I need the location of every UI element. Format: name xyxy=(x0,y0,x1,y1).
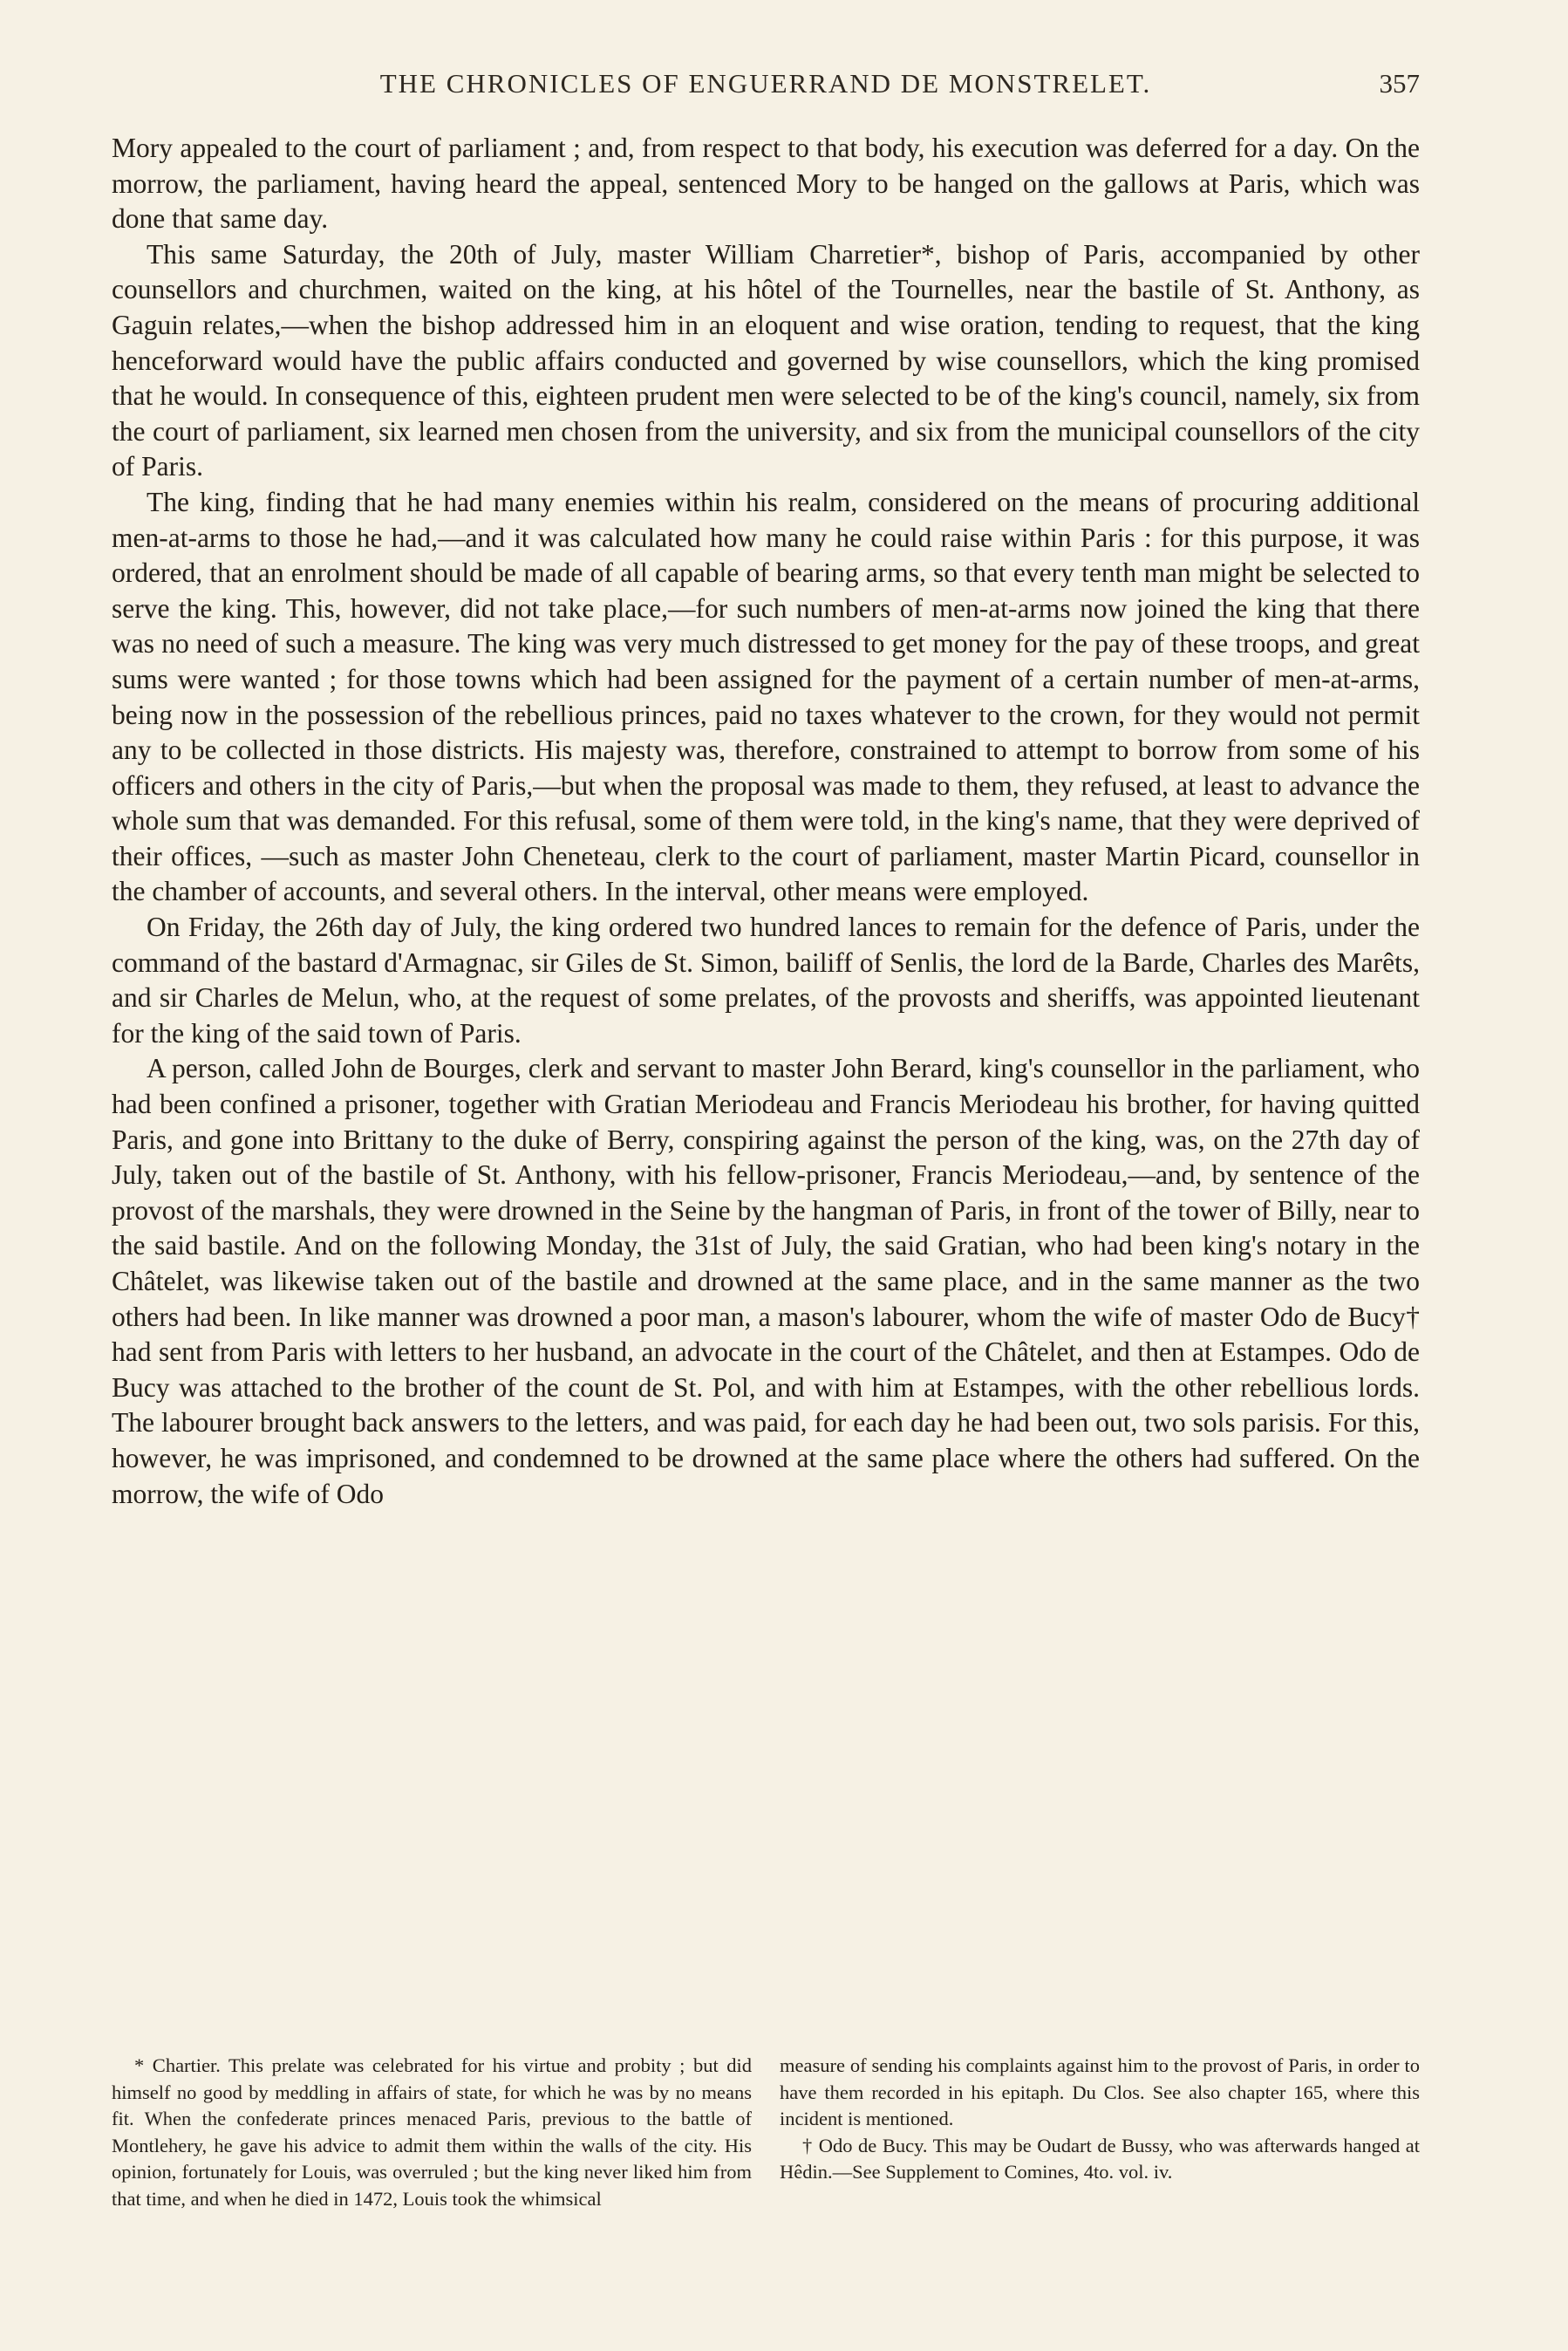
running-head xyxy=(112,68,1420,103)
footnotes xyxy=(112,2053,1420,2213)
paragraph: A person, called John de Bourges, clerk and servant to master John Berard, king's counsellor in the parliament, who had been confined a prisoner, together with Gratian Meriodeau and Francis Meriodeau his brother, for having quitted Paris, and gone into Brittany to the duke of Berry, conspiring against the person of the king, was, on the 27th day of July, taken out of the bastile of St. Anthony, with his fellow-prisoner, Francis Meriodeau,—and, by sentence of the provost of the marshals, they were drowned in the Seine by the hangman of Paris, in front of the tower of Billy, near to the said bastile. And on the following Monday, the 31st of July, the said Gratian, who had been king's notary in the Châtelet, was likewise taken out of the bastile and drowned at the same place, and in the same manner as the two others had been. In like manner was drowned a poor man, a mason's labourer, whom the wife of master Odo de Bucy† had sent from Paris with letters to her husband, an advocate in the court of the Châtelet, and then at Estampes. Odo de Bucy was attached to the brother of the count de St. Pol, and with him at Estampes, with the other rebellious lords. The labourer brought back answers to the letters, and was paid, for each day he had been out, two sols parisis. For this, however, he was imprisoned, and condemned to be drowned at the same place where the others had suffered. On the morrow, the wife of Odo xyxy=(112,1053,1420,1509)
paragraph: On Friday, the 26th day of July, the king ordered two hundred lances to remain for the defence of Paris, under the command of the bastard d'Armagnac, sir Giles de St. Simon, bailiff of Senlis, the lord de la Barde, Charles des Marêts, and sir Charles de Melun, who, at the request of some prelates, of the provosts and sheriffs, was appointed lieutenant for the king of the said town of Paris. xyxy=(112,912,1420,1049)
footnote: † Odo de Bucy. This may be Oudart de Bussy, who was afterwards hanged at Hêdin.—See Supplement to Comines, 4to. vol. iv. xyxy=(780,2134,1420,2184)
main-text xyxy=(112,131,1420,1512)
footnote-column-right xyxy=(780,2053,1420,2213)
footnote-column-left xyxy=(112,2053,752,2213)
footnote-continuation: measure of sending his complaints against him to the provost of Paris, in order to have them recorded in his epitaph. Du Clos. See also chapter 165, where this incident is mentioned. xyxy=(780,2054,1420,2130)
footnote: * Chartier. This prelate was celebrated for his virtue and probity ; but did himself no good by meddling in affairs of state, for which he was by no means fit. When the confederate princes menaced Paris, previous to the battle of Montlehery, he gave his advice to admit them within the walls of the city. His opinion, fortunately for Louis, was overruled ; but the king never liked him from that time, and when he died in 1472, Louis took the whimsical xyxy=(112,2054,752,2210)
paragraph: The king, finding that he had many enemies within his realm, considered on the means of procuring additional men-at-arms to those he had,—and it was calculated how many he could raise within Paris : for this purpose, it was ordered, that an enrolment should be made of all capable of bearing arms, so that every tenth man might be selected to serve the king. This, however, did not take place,—for such numbers of men-at-arms now joined the king that there was no need of such a measure. The king was very much distressed to get money for the pay of these troops, and great sums were wanted ; for those towns which had been assigned for the payment of a certain number of men-at-arms, being now in the possession of the rebellious princes, paid no taxes whatever to the crown, for they would not permit any to be collected in those districts. His majesty was, therefore, constrained to attempt to borrow from some of his officers and others in the city of Paris,—but when the proposal was made to them, they refused, at least to advance the whole sum that was demanded. For this refusal, some of them were told, in the king's name, that they were deprived of their offices, —such as master John Cheneteau, clerk to the court of parliament, master Martin Picard, counsellor in the chamber of accounts, and several others. In the interval, other means were employed. xyxy=(112,486,1420,907)
running-title: THE CHRONICLES OF ENGUERRAND DE MONSTRELET. xyxy=(379,68,1152,99)
paragraph: Mory appealed to the court of parliament ; and, from respect to that body, his execution was deferred for a day. On the morrow, the parliament, having heard the appeal, sentenced Mory to be hanged on the gallows at Paris, which was done that same day. xyxy=(112,133,1420,235)
paragraph: This same Saturday, the 20th of July, master William Charretier*, bishop of Paris, accompanied by other counsellors and churchmen, waited on the king, at his hôtel of the Tournelles, near the bastile of St. Anthony, as Gaguin relates,—when the bishop addressed him in an eloquent and wise oration, tending to request, that the king henceforward would have the public affairs conducted and governed by wise counsellors, which the king promised that he would. In consequence of this, eighteen prudent men were selected to be of the king's council, namely, six from the court of parliament, six learned men chosen from the university, and six from the municipal counsellors of the city of Paris. xyxy=(112,238,1420,482)
page-number: 357 xyxy=(1379,68,1420,99)
